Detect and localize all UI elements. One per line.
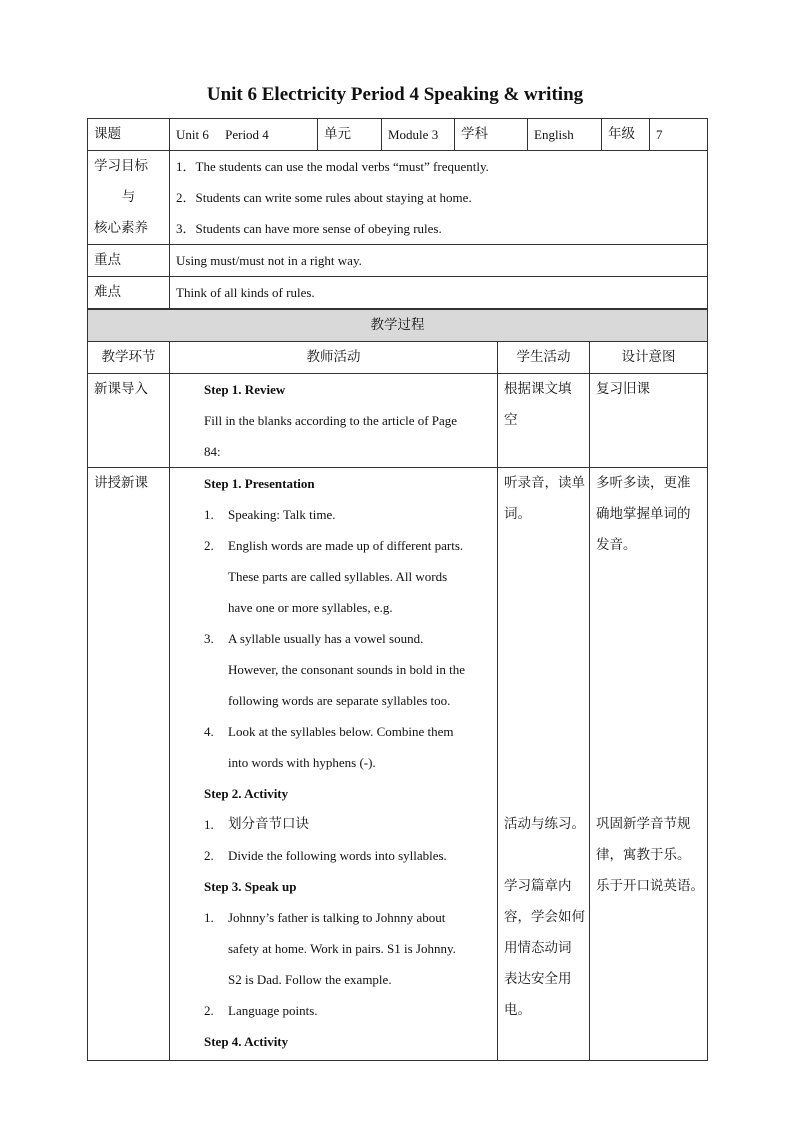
process-header: 教学过程 xyxy=(88,310,708,342)
column-header-student: 学生活动 xyxy=(498,342,590,374)
step-heading: Step 1. Review xyxy=(204,382,286,397)
difficulty-value: Think of all kinds of rules. xyxy=(170,277,708,309)
objectives-label: 学习目标 与 核心素养 xyxy=(88,151,170,245)
teach-teacher xyxy=(170,468,498,1061)
grade-label: 年级 xyxy=(602,119,650,151)
page-title: Unit 6 Electricity Period 4 Speaking & writing xyxy=(206,84,584,105)
key-point-label: 重点 xyxy=(88,245,170,277)
intro-stage: 新课导入 xyxy=(88,374,170,468)
subject-label: 学科 xyxy=(455,119,528,151)
unit-label: 单元 xyxy=(318,119,382,151)
step-heading: Step 2. Activity xyxy=(204,786,289,801)
objective-item: 1．The students can use the modal verbs “must” frequently. xyxy=(176,159,489,174)
step-heading: Step 1. Presentation xyxy=(204,476,315,491)
column-header-intent: 设计意图 xyxy=(590,342,708,374)
objective-item: 3．Students can have more sense of obeying rules. xyxy=(176,221,442,236)
teach-intent: 多听多读，更准 确地掌握单词的 发音。 巩固新学音节规 律，寓教于乐。 乐于开口说英语。 xyxy=(590,468,708,1061)
list-item: 2. Language points. xyxy=(204,1003,318,1018)
process-table xyxy=(87,309,708,1061)
list-item: 1. 划分音节口诀 xyxy=(204,816,309,832)
lesson-value: Unit 6 Period 4 xyxy=(170,119,318,151)
step-heading: Step 4. Activity xyxy=(204,1034,289,1049)
unit-value: Module 3 xyxy=(382,119,455,151)
list-item: 3. A syllable usually has a vowel sound. However, the consonant sounds in bold in the following words are separate syllables too. xyxy=(204,631,466,708)
objective-item: 2．Students can write some rules about staying at home. xyxy=(176,190,472,205)
column-header-stage: 教学环节 xyxy=(88,342,170,374)
intro-student: 根据课文填 空 xyxy=(498,374,590,468)
intro-teacher: Step 1. Review Fill in the blanks according to the article of Page 84: xyxy=(170,374,498,468)
key-point-value: Using must/must not in a right way. xyxy=(170,245,708,277)
grade-value: 7 xyxy=(650,119,708,151)
info-table xyxy=(87,118,708,309)
list-item: 4. Look at the syllables below. Combine them into words with hyphens (-). xyxy=(204,724,454,770)
objectives-list xyxy=(170,151,708,245)
lesson-label: 课题 xyxy=(88,119,170,151)
column-header-teacher: 教师活动 xyxy=(170,342,498,374)
difficulty-label: 难点 xyxy=(88,277,170,309)
list-item: 2. English words are made up of different parts. These parts are called syllables. All words have one or more syllables, e.g. xyxy=(204,538,464,615)
step-heading: Step 3. Speak up xyxy=(204,879,297,894)
intro-intent: 复习旧课 xyxy=(590,374,708,468)
list-item: 1. Speaking: Talk time. xyxy=(204,507,336,522)
subject-value: English xyxy=(528,119,602,151)
teach-student: 听录音，读单 词。 活动与练习。 学习篇章内 容，学会如何 用情态动词 表达安全用 电。 xyxy=(498,468,590,1061)
list-item: 2. Divide the following words into syllables. xyxy=(204,848,447,863)
teach-stage: 讲授新课 xyxy=(88,468,170,1061)
list-item: 1. Johnny’s father is talking to Johnny about safety at home. Work in pairs. S1 is Johnny. S2 is Dad. Follow the example. xyxy=(204,910,456,987)
